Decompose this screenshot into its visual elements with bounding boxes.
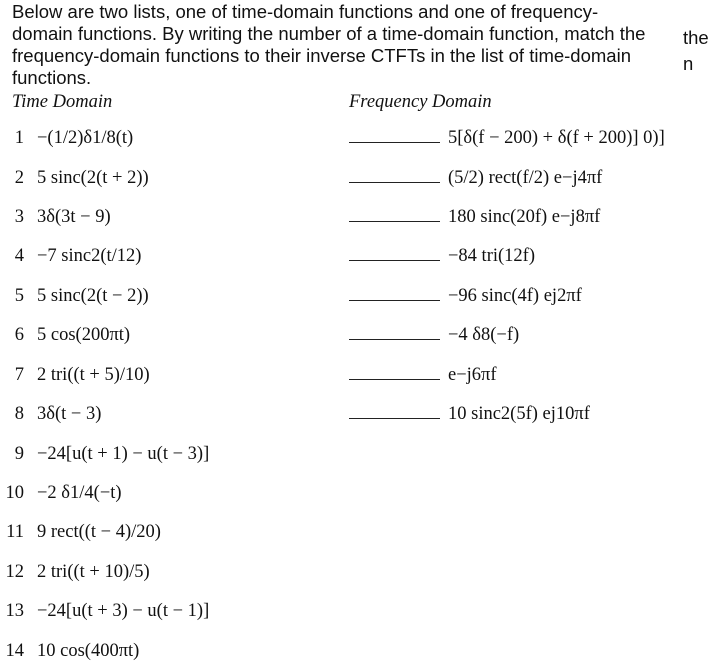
time-expression: 5 sinc(2(t − 2)) (37, 286, 149, 306)
frequency-item (349, 246, 535, 274)
time-domain-header: Time Domain (12, 92, 113, 112)
answer-blank[interactable] (349, 417, 440, 419)
item-number: 13 (5, 601, 24, 621)
answer-blank[interactable] (349, 299, 440, 301)
time-expression: 5 cos(200πt) (37, 325, 131, 345)
instruction-line: domain functions. By writing the number of a time-domain function, match the (12, 23, 646, 44)
frequency-expression: 10 sinc2(5f) ej10πf (448, 404, 590, 424)
item-number: 10 (5, 483, 24, 503)
cropped-tail: 0)] (643, 128, 665, 148)
answer-blank[interactable] (349, 141, 440, 143)
frequency-expression: −96 sinc(4f) ej2πf (448, 286, 582, 306)
item-number: 12 (5, 562, 24, 582)
frequency-item (349, 286, 582, 314)
cropped-side-text (683, 25, 711, 77)
time-expression: 9 rect((t − 4)/20) (37, 522, 161, 542)
time-item (0, 207, 111, 235)
item-number: 5 (14, 286, 24, 306)
item-number: 9 (14, 444, 24, 464)
time-expression: −24[u(t + 1) − u(t − 3)] (37, 444, 210, 464)
answer-blank[interactable] (349, 181, 440, 183)
time-expression: 3δ(t − 3) (37, 404, 102, 424)
time-item (0, 641, 139, 669)
item-number: 11 (6, 522, 24, 542)
frequency-expression: 180 sinc(20f) e−j8πf (448, 207, 601, 227)
frequency-item (349, 325, 519, 353)
instruction-line: Below are two lists, one of time-domain functions and one of frequency- (12, 1, 599, 22)
frequency-expression: −84 tri(12f) (448, 246, 535, 266)
item-number: 8 (14, 404, 24, 424)
frequency-item (349, 404, 590, 432)
time-item (0, 168, 149, 196)
instruction-line: functions. (12, 67, 92, 88)
time-expression: 10 cos(400πt) (37, 641, 140, 661)
time-item (0, 325, 130, 353)
frequency-item (349, 128, 665, 156)
instruction-line: frequency-domain functions to their inverse CTFTs in the list of time-domain (12, 45, 631, 66)
frequency-expression: (5/2) rect(f/2) e−j4πf (448, 168, 603, 188)
frequency-expression: 5[δ(f − 200) + δ(f + 200)] (448, 128, 639, 148)
time-item (0, 365, 150, 393)
time-expression: −7 sinc2(t/12) (37, 246, 142, 266)
time-expression: 2 tri((t + 5)/10) (37, 365, 150, 385)
time-expression: −2 δ1/4(−t) (37, 483, 122, 503)
side-fragment: n (683, 53, 694, 74)
time-expression: 3δ(3t − 9) (37, 207, 111, 227)
item-number: 4 (14, 246, 24, 266)
item-number: 6 (14, 325, 24, 345)
item-number: 3 (14, 207, 24, 227)
time-expression: −(1/2)δ1/8(t) (37, 128, 134, 148)
frequency-domain-header: Frequency Domain (349, 92, 492, 112)
time-item (0, 601, 209, 629)
time-item (0, 128, 133, 156)
answer-blank[interactable] (349, 338, 440, 340)
time-item (0, 522, 161, 550)
frequency-expression: e−j6πf (448, 365, 497, 385)
time-expression: 5 sinc(2(t + 2)) (37, 168, 149, 188)
time-item (0, 246, 141, 274)
instructions (12, 1, 667, 89)
time-item (0, 286, 149, 314)
time-item (0, 444, 209, 472)
frequency-item (349, 365, 497, 393)
answer-blank[interactable] (349, 259, 440, 261)
time-item (0, 404, 101, 432)
frequency-expression: −4 δ8(−f) (448, 325, 520, 345)
answer-blank[interactable] (349, 378, 440, 380)
item-number: 1 (14, 128, 24, 148)
item-number: 2 (14, 168, 24, 188)
time-expression: −24[u(t + 3) − u(t − 1)] (37, 601, 210, 621)
time-expression: 2 tri((t + 10)/5) (37, 562, 150, 582)
answer-blank[interactable] (349, 220, 440, 222)
time-item (0, 483, 122, 511)
frequency-item (349, 207, 600, 235)
item-number: 7 (14, 365, 24, 385)
item-number: 14 (5, 641, 24, 661)
frequency-item (349, 168, 602, 196)
time-item (0, 562, 150, 590)
side-fragment: the (683, 27, 709, 48)
